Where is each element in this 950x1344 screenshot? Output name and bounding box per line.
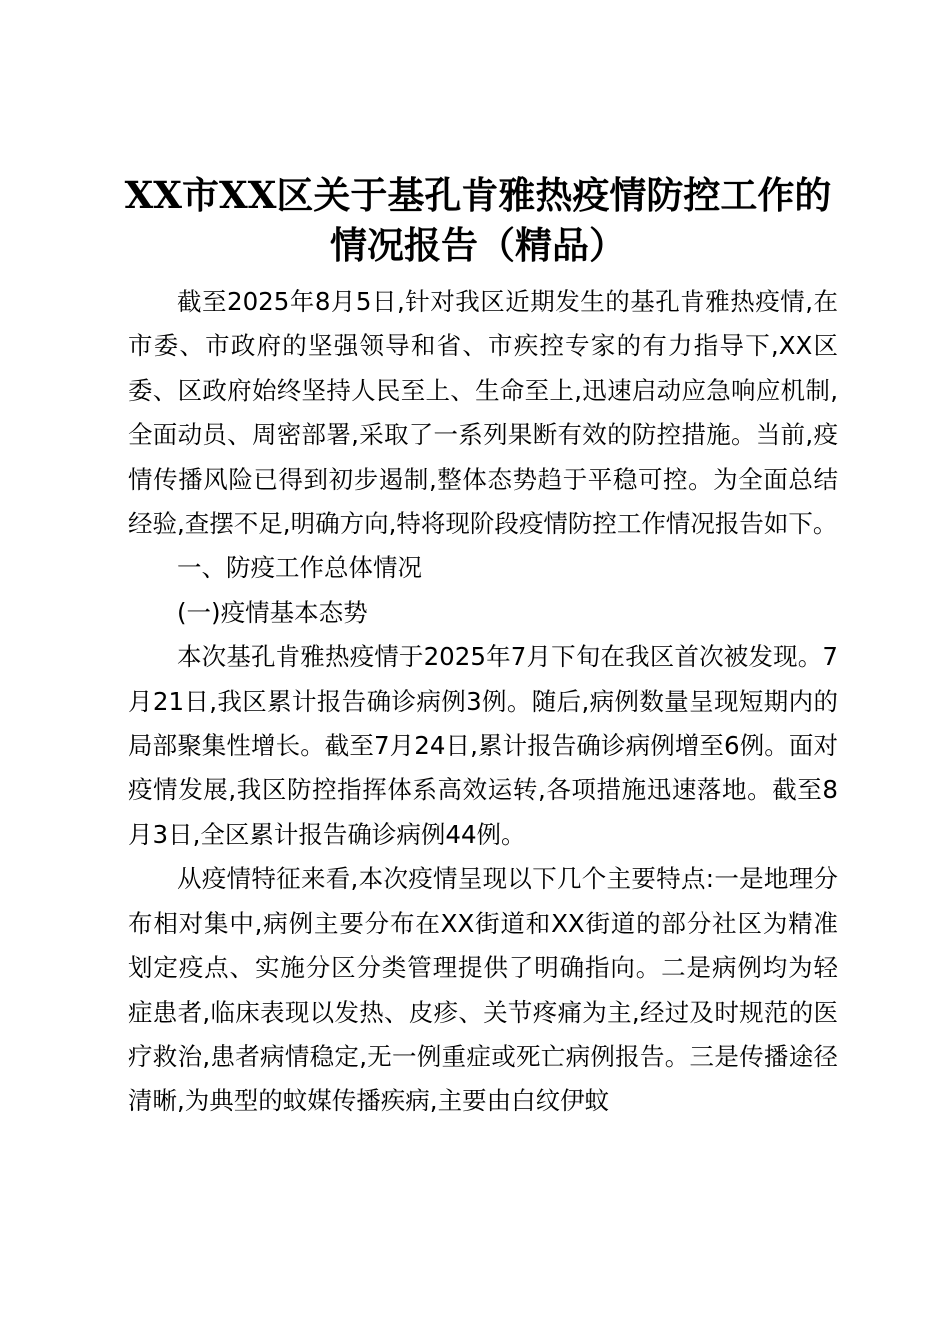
subsection-heading: (一)疫情基本态势 (177, 597, 368, 627)
paragraph-features: 从疫情特征来看,本次疫情呈现以下几个主要特点:一是地理分布相对集中,病例主要分布在XX街道和XX街道的部分社区为精准划定疫点、实施分区分类管理提供了明确指向。二是病例均为轻症患者,临床表现以发热、皮疹、关节疼痛为主,经过及时规范的医疗救治,患者病情稳定,无一例重症或死亡病例报告。三是传播途径清晰,为典型的蚊媒传播疾病,主要由白纹伊蚊 (128, 864, 838, 1116)
document-title: XX市XX区关于基孔肯雅热疫情防控工作的情况报告（精品） (124, 173, 832, 267)
section-heading: 一、防疫工作总体情况 (177, 553, 422, 583)
paragraph-intro: 截至2025年8月5日,针对我区近期发生的基孔肯雅热疫情,在市委、市政府的坚强领导和省、市疾控专家的有力指导下,XX区委、区政府始终坚持人民至上、生命至上,迅速启动应急响应机制,全面动员、周密部署,采取了一系列果断有效的防控措施。当前,疫情传播风险已得到初步遏制,整体态势趋于平稳可控。为全面总结经验,查摆不足,明确方向,特将现阶段疫情防控工作情况报告如下。 (128, 287, 838, 539)
document-body (128, 280, 838, 1124)
paragraph-situation: 本次基孔肯雅热疫情于2025年7月下旬在我区首次被发现。7月21日,我区累计报告确诊病例3例。随后,病例数量呈现短期内的局部聚集性增长。截至7月24日,累计报告确诊病例增至6例。面对疫情发展,我区防控指挥体系高效运转,各项措施迅速落地。截至8月3日,全区累计报告确诊病例44例。 (128, 642, 838, 849)
